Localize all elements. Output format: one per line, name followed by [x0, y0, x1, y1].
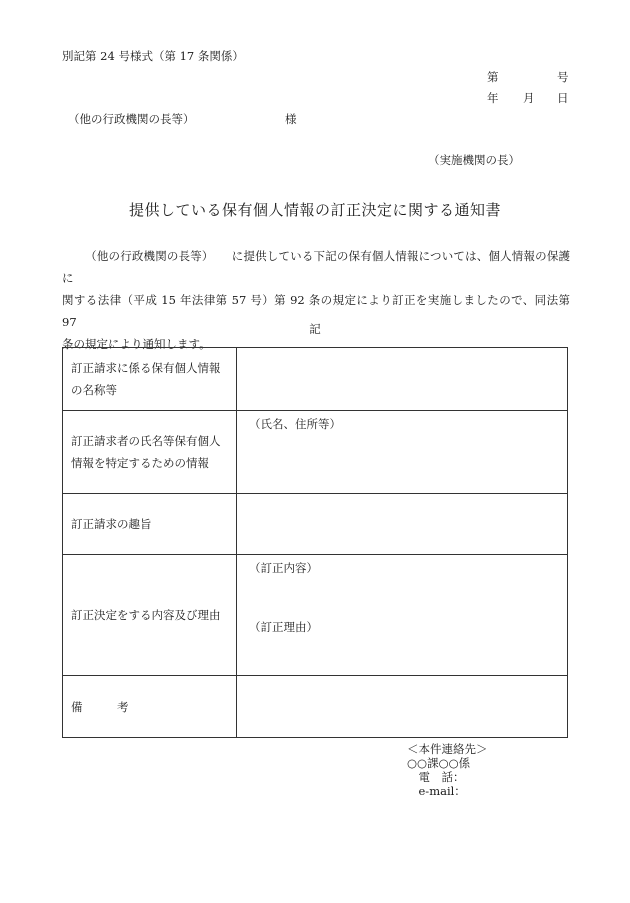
addressee: （他の行政機関の長等）	[68, 112, 195, 126]
body-line-3: 条の規定により通知します。	[62, 337, 211, 351]
row-value-request-purpose[interactable]	[237, 494, 567, 554]
sender: （実施機関の長）	[428, 153, 520, 167]
row-label-requester-info: 訂正請求者の氏名等保有個人情報を特定するための情報	[63, 411, 237, 493]
body-recipient: （他の行政機関の長等）	[85, 249, 214, 263]
document-number-label: 第	[487, 70, 499, 84]
row-value-decision[interactable]	[237, 555, 567, 675]
ki-heading: 記	[309, 322, 321, 336]
date-day-label: 日	[557, 91, 569, 105]
date-year-label: 年	[487, 91, 499, 105]
info-table	[62, 347, 568, 738]
body-line-1: に提供している下記の保有個人情報については、個人情報の保護に	[62, 249, 570, 285]
table-row	[63, 676, 567, 737]
correction-content-note: （訂正内容）	[249, 561, 318, 575]
contact-phone: 電 話：	[407, 770, 465, 784]
table-row	[63, 348, 567, 411]
contact-block	[407, 742, 488, 798]
contact-heading: ＜本件連絡先＞	[407, 742, 488, 756]
row-label-decision: 訂正決定をする内容及び理由	[63, 555, 237, 675]
table-row	[63, 494, 567, 555]
row-label-request-purpose: 訂正請求の趣旨	[63, 494, 237, 554]
table-row	[63, 555, 567, 676]
contact-email: e-mail：	[407, 784, 466, 798]
honorific: 様	[285, 112, 297, 126]
document-number-suffix: 号	[557, 70, 569, 84]
correction-reason-note: （訂正理由）	[249, 620, 318, 634]
row-value-item-name[interactable]	[237, 348, 567, 410]
row-value-requester-info[interactable]	[237, 411, 567, 493]
date-month-label: 月	[523, 91, 535, 105]
table-row	[63, 411, 567, 494]
requester-info-note: （氏名、住所等）	[249, 417, 341, 431]
row-value-remarks[interactable]	[237, 676, 567, 737]
document-title: 提供している保有個人情報の訂正決定に関する通知書	[128, 201, 501, 219]
row-label-remarks: 備 考	[63, 676, 237, 737]
form-number: 別記第 24 号様式（第 17 条関係）	[62, 49, 244, 63]
notice-body	[62, 245, 570, 355]
row-label-item-name: 訂正請求に係る保有個人情報の名称等	[63, 348, 237, 410]
contact-department: ○○課○○係	[407, 756, 471, 770]
body-line-2: 関する法律（平成 15 年法律第 57 号）第 92 条の規定により訂正を実施しましたので、同法第 97	[62, 293, 570, 329]
